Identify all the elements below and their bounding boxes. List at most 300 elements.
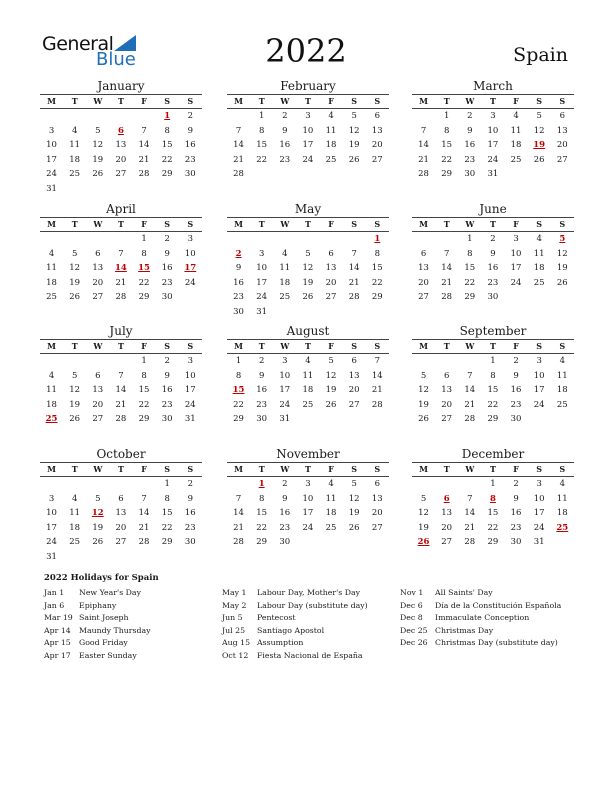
empty-day (86, 550, 109, 565)
empty-day (109, 182, 132, 197)
calendar-day: 14 (441, 263, 453, 274)
holiday-list-title: 2022 Holidays for Spain (44, 573, 159, 583)
holiday-date: 17 (184, 263, 197, 274)
weekday-label: S (351, 464, 358, 474)
calendar-day: 20 (115, 154, 127, 165)
empty-day (227, 477, 250, 492)
calendar-day: 10 (533, 493, 545, 504)
empty-day (179, 550, 202, 565)
calendar-day: 22 (161, 154, 173, 165)
holiday-name: Assumption (257, 638, 304, 648)
holiday-column (44, 587, 151, 663)
calendar-day: 29 (441, 169, 453, 180)
month-name: October (96, 447, 146, 461)
calendar-year: 2022 (265, 32, 347, 70)
month-october (40, 447, 202, 565)
weekday-label: F (141, 219, 147, 229)
month-april (40, 202, 202, 305)
calendar-day: 14 (233, 508, 244, 519)
empty-day (435, 354, 458, 369)
holiday-name: Epiphany (79, 600, 117, 610)
empty-day (320, 232, 343, 247)
calendar-day: 18 (325, 508, 337, 519)
calendar-day: 7 (467, 493, 473, 504)
week-row (227, 261, 389, 276)
weekday-label: M (419, 341, 428, 351)
calendar-day: 28 (441, 292, 453, 303)
empty-day (133, 182, 156, 197)
week-row (412, 412, 574, 427)
calendar-day: 8 (164, 493, 170, 504)
calendar-day: 8 (258, 125, 265, 136)
calendar-day: 15 (138, 385, 150, 396)
calendar-day: 28 (138, 537, 150, 548)
calendar-day: 22 (441, 154, 453, 165)
calendar-day: 15 (256, 508, 268, 519)
calendar-day: 22 (161, 522, 173, 533)
holiday-date: 26 (417, 537, 430, 548)
calendar-day: 10 (533, 370, 545, 381)
calendar-day: 4 (48, 370, 55, 381)
empty-day (296, 167, 319, 182)
calendar-day: 18 (69, 154, 81, 165)
empty-day (109, 354, 132, 369)
weekday-label: F (513, 341, 519, 351)
calendar-day: 24 (533, 399, 545, 410)
empty-day (458, 354, 481, 369)
calendar-day: 15 (256, 140, 268, 151)
calendar-day: 29 (161, 537, 173, 548)
week-row (40, 247, 202, 262)
calendar-day: 28 (115, 414, 127, 425)
holiday-name: All Saints' Day (435, 588, 493, 597)
week-row (412, 369, 574, 384)
empty-day (40, 232, 63, 247)
week-row (40, 550, 202, 565)
weekday-label: S (187, 341, 194, 351)
calendar-day: 20 (348, 385, 360, 396)
weekday-label: S (559, 341, 566, 351)
calendar-day: 17 (302, 140, 314, 151)
calendar-day: 28 (138, 169, 150, 180)
month-may (227, 202, 389, 320)
calendar-day: 5 (536, 111, 542, 121)
calendar-day: 30 (510, 414, 522, 425)
holiday-date-label: Jan 6 (44, 600, 65, 610)
calendar-day: 27 (418, 292, 429, 303)
month-name: March (473, 79, 513, 93)
calendar-day: 23 (279, 522, 291, 533)
calendar-day: 12 (556, 248, 568, 259)
calendar-day: 16 (256, 385, 268, 396)
week-row (227, 109, 389, 124)
calendar-day: 5 (71, 370, 78, 381)
calendar-day: 5 (351, 111, 357, 121)
calendar-day: 5 (71, 248, 78, 259)
calendar-day: 21 (233, 522, 244, 533)
calendar-day: 11 (46, 385, 57, 396)
empty-day (343, 535, 366, 550)
calendar-day: 9 (164, 248, 170, 259)
weekday-label: T (258, 96, 265, 106)
empty-day (412, 109, 435, 124)
holiday-date: 25 (45, 414, 58, 425)
weekday-label: M (47, 341, 56, 351)
calendar-day: 22 (233, 399, 244, 410)
weekday-label: S (164, 96, 171, 106)
calendar-day: 27 (441, 537, 453, 548)
calendar-day: 12 (418, 385, 429, 396)
weekday-label: S (536, 96, 543, 106)
calendar-day: 25 (533, 277, 545, 288)
week-row (40, 138, 202, 153)
empty-day (63, 354, 86, 369)
calendar-day: 17 (533, 508, 545, 519)
holiday-date-label: May 2 (222, 600, 247, 610)
calendar-day: 29 (371, 292, 383, 303)
calendar-day: 10 (279, 370, 291, 381)
holiday-column (400, 587, 561, 650)
holiday-name: Santiago Apostol (257, 625, 325, 635)
calendar-day: 13 (441, 508, 453, 519)
calendar-day: 29 (161, 169, 173, 180)
calendar-day: 9 (235, 263, 242, 274)
month-november (227, 447, 389, 550)
calendar-day: 27 (115, 537, 127, 548)
weekday-label: S (164, 464, 171, 474)
weekday-label: S (536, 219, 543, 229)
calendar-day: 19 (69, 399, 81, 410)
calendar-day: 3 (48, 125, 55, 136)
weekday-label: M (47, 464, 56, 474)
weekday-label: S (164, 219, 171, 229)
calendar-day: 1 (235, 356, 242, 366)
weekday-label: M (419, 464, 428, 474)
calendar-day: 8 (141, 248, 147, 259)
calendar-day: 18 (302, 385, 314, 396)
calendar-day: 24 (302, 154, 314, 165)
empty-day (435, 232, 458, 247)
calendar-day: 26 (302, 292, 314, 303)
holiday-name: Pentecost (257, 613, 296, 623)
calendar-day: 9 (490, 248, 496, 259)
calendar-day: 28 (233, 169, 244, 180)
calendar-day: 11 (69, 508, 81, 519)
calendar-day: 1 (490, 356, 496, 366)
calendar-day: 17 (533, 385, 545, 396)
calendar-day: 19 (348, 140, 360, 151)
empty-day (296, 305, 319, 320)
calendar-day: 26 (533, 154, 545, 165)
calendar-day: 4 (282, 248, 288, 259)
calendar-day: 31 (533, 537, 545, 548)
weekday-label: W (280, 341, 290, 351)
holiday-date-label: Dec 8 (400, 613, 423, 623)
week-row (227, 369, 389, 384)
calendar-day: 7 (420, 125, 427, 136)
calendar-day: 21 (115, 399, 127, 410)
calendar-day: 5 (351, 479, 357, 489)
weekday-label: M (234, 341, 243, 351)
calendar-day: 7 (118, 370, 124, 381)
empty-day (320, 535, 343, 550)
holiday-date: 5 (559, 234, 566, 244)
calendar-day: 25 (325, 522, 337, 533)
calendar-day: 6 (328, 248, 334, 259)
empty-day (273, 232, 296, 247)
calendar-day: 3 (305, 111, 311, 121)
weekday-label: T (304, 464, 311, 474)
calendar-day: 25 (556, 399, 568, 410)
holiday-date: 1 (374, 234, 381, 244)
week-row (412, 109, 574, 124)
weekday-label: W (465, 464, 475, 474)
calendar-day: 1 (258, 111, 265, 121)
week-row (40, 412, 202, 427)
empty-day (296, 412, 319, 427)
week-row (412, 138, 574, 153)
calendar-day: 7 (118, 248, 124, 259)
calendar-day: 30 (256, 414, 268, 425)
weekday-header (412, 217, 574, 232)
calendar-day: 16 (184, 140, 196, 151)
week-row (40, 182, 202, 197)
empty-day (109, 109, 132, 124)
holiday-name: Fiesta Nacional de España (257, 650, 363, 660)
holiday-date: 15 (138, 263, 150, 274)
holiday-list (44, 573, 584, 660)
weekday-header (40, 94, 202, 109)
calendar-day: 30 (487, 292, 499, 303)
calendar-day: 23 (487, 277, 499, 288)
empty-day (366, 412, 389, 427)
calendar-day: 8 (443, 125, 450, 136)
weekday-label: S (351, 219, 358, 229)
calendar-day: 16 (279, 140, 291, 151)
empty-day (528, 290, 551, 305)
weekday-label: W (93, 96, 103, 106)
empty-day (86, 477, 109, 492)
generalblue-logo (42, 33, 152, 73)
calendar-day: 4 (328, 479, 334, 489)
calendar-day: 10 (184, 248, 196, 259)
calendar-day: 2 (187, 111, 194, 121)
calendar-day: 18 (556, 508, 568, 519)
holiday-date-label: Oct 12 (222, 650, 249, 660)
calendar-day: 6 (118, 493, 124, 504)
weekday-header (412, 339, 574, 354)
calendar-day: 13 (92, 385, 104, 396)
calendar-day: 13 (441, 385, 453, 396)
empty-day (551, 535, 574, 550)
holiday-name: Maundy Thursday (79, 625, 151, 635)
empty-day (320, 305, 343, 320)
weekday-header (40, 339, 202, 354)
week-row (227, 477, 389, 492)
calendar-day: 14 (115, 385, 127, 396)
holiday-name: New Year's Day (79, 588, 141, 597)
calendar-day: 10 (302, 125, 314, 136)
weekday-label: S (187, 219, 194, 229)
holiday-item (44, 637, 151, 650)
calendar-day: 5 (420, 493, 427, 504)
weekday-label: T (304, 96, 311, 106)
calendar-day: 6 (95, 370, 101, 381)
holiday-date: 12 (91, 508, 104, 519)
calendar-day: 22 (138, 399, 150, 410)
calendar-day: 11 (279, 263, 291, 274)
empty-day (250, 232, 273, 247)
logo-word-blue: Blue (96, 49, 136, 70)
calendar-day: 23 (184, 522, 196, 533)
empty-day (227, 232, 250, 247)
calendar-day: 2 (513, 479, 519, 489)
calendar-day: 25 (302, 399, 314, 410)
calendar-day: 6 (559, 111, 566, 121)
calendar-day: 19 (556, 263, 568, 274)
calendar-day: 11 (46, 263, 57, 274)
empty-day (40, 109, 63, 124)
weekday-label: T (117, 96, 124, 106)
weekday-label: M (234, 219, 243, 229)
holiday-item (44, 600, 151, 613)
calendar-day: 20 (115, 522, 127, 533)
weekday-label: T (258, 464, 265, 474)
calendar-day: 18 (325, 140, 337, 151)
calendar-day: 16 (510, 385, 522, 396)
calendar-day: 7 (235, 125, 242, 136)
calendar-day: 6 (95, 248, 101, 259)
holiday-name: Labour Day, Mother's Day (257, 588, 361, 597)
calendar-day: 6 (443, 370, 450, 381)
empty-day (133, 109, 156, 124)
calendar-day: 15 (464, 263, 476, 274)
calendar-day: 21 (371, 385, 383, 396)
holiday-column (222, 587, 368, 663)
empty-day (366, 305, 389, 320)
calendar-day: 31 (46, 551, 57, 562)
calendar-day: 12 (92, 140, 104, 151)
weekday-header (227, 339, 389, 354)
calendar-day: 19 (302, 277, 314, 288)
calendar-day: 2 (490, 234, 496, 244)
weekday-label: F (141, 341, 147, 351)
weekday-header (412, 94, 574, 109)
calendar-day: 21 (138, 522, 150, 533)
holiday-item (400, 612, 561, 625)
holiday-date-label: Jun 5 (222, 613, 243, 623)
week-row (227, 290, 389, 305)
calendar-day: 1 (141, 356, 147, 366)
calendar-day: 30 (161, 292, 173, 303)
calendar-day: 18 (279, 277, 291, 288)
week-row (40, 276, 202, 291)
calendar-day: 11 (533, 248, 545, 259)
holiday-name: Easter Sunday (79, 650, 137, 660)
calendar-day: 12 (418, 508, 429, 519)
week-row (227, 232, 389, 247)
calendar-day: 8 (164, 125, 170, 136)
weekday-label: S (536, 341, 543, 351)
holiday-date-label: Dec 6 (400, 600, 423, 610)
calendar-day: 29 (138, 292, 150, 303)
holiday-date: 6 (443, 493, 450, 504)
calendar-day: 12 (69, 263, 81, 274)
weekday-label: T (443, 464, 450, 474)
calendar-day: 18 (69, 522, 81, 533)
calendar-day: 26 (418, 414, 429, 425)
weekday-label: T (258, 219, 265, 229)
weekday-label: T (71, 96, 78, 106)
weekday-header (412, 462, 574, 477)
calendar-day: 19 (418, 399, 429, 410)
calendar-day: 16 (161, 263, 173, 274)
weekday-label: T (489, 96, 496, 106)
calendar-day: 13 (556, 125, 568, 136)
calendar-day: 27 (92, 414, 104, 425)
week-row (40, 354, 202, 369)
calendar-day: 19 (92, 154, 104, 165)
calendar-day: 23 (161, 399, 173, 410)
calendar-day: 30 (279, 537, 291, 548)
holiday-date-label: Apr 14 (44, 625, 71, 635)
weekday-label: W (465, 96, 475, 106)
weekday-label: F (328, 341, 334, 351)
calendar-day: 20 (371, 140, 383, 151)
weekday-label: W (465, 341, 475, 351)
calendar-day: 8 (141, 370, 147, 381)
holiday-item (222, 650, 368, 663)
calendar-day: 17 (46, 522, 57, 533)
calendar-country: Spain (513, 44, 568, 66)
weekday-label: T (443, 341, 450, 351)
calendar-day: 26 (348, 154, 360, 165)
holiday-date-label: Apr 15 (44, 638, 71, 648)
week-row (227, 276, 389, 291)
calendar-day: 8 (467, 248, 473, 259)
calendar-day: 4 (305, 356, 311, 366)
empty-day (320, 412, 343, 427)
weekday-label: S (559, 464, 566, 474)
weekday-label: W (93, 341, 103, 351)
calendar-day: 30 (184, 537, 196, 548)
calendar-day: 29 (138, 414, 150, 425)
holiday-date: 6 (117, 125, 124, 136)
calendar-day: 22 (487, 399, 499, 410)
weekday-label: F (141, 464, 147, 474)
holiday-date-label: May 1 (222, 588, 247, 597)
weekday-label: T (71, 341, 78, 351)
calendar-day: 14 (464, 508, 476, 519)
calendar-day: 28 (115, 292, 127, 303)
empty-day (296, 232, 319, 247)
week-row (412, 290, 574, 305)
week-row (227, 398, 389, 413)
calendar-day: 3 (48, 493, 55, 504)
calendar-day: 25 (46, 292, 57, 303)
holiday-date: 2 (235, 248, 242, 259)
calendar-day: 3 (187, 234, 194, 244)
calendar-day: 14 (138, 140, 150, 151)
month-name: January (97, 79, 145, 93)
calendar-day: 10 (256, 263, 268, 274)
weekday-label: M (419, 96, 428, 106)
week-row (412, 521, 574, 536)
calendar-day: 25 (325, 154, 337, 165)
holiday-name: Christmas Day (substitute day) (435, 638, 558, 648)
weekday-label: W (93, 464, 103, 474)
calendar-day: 13 (418, 263, 429, 274)
